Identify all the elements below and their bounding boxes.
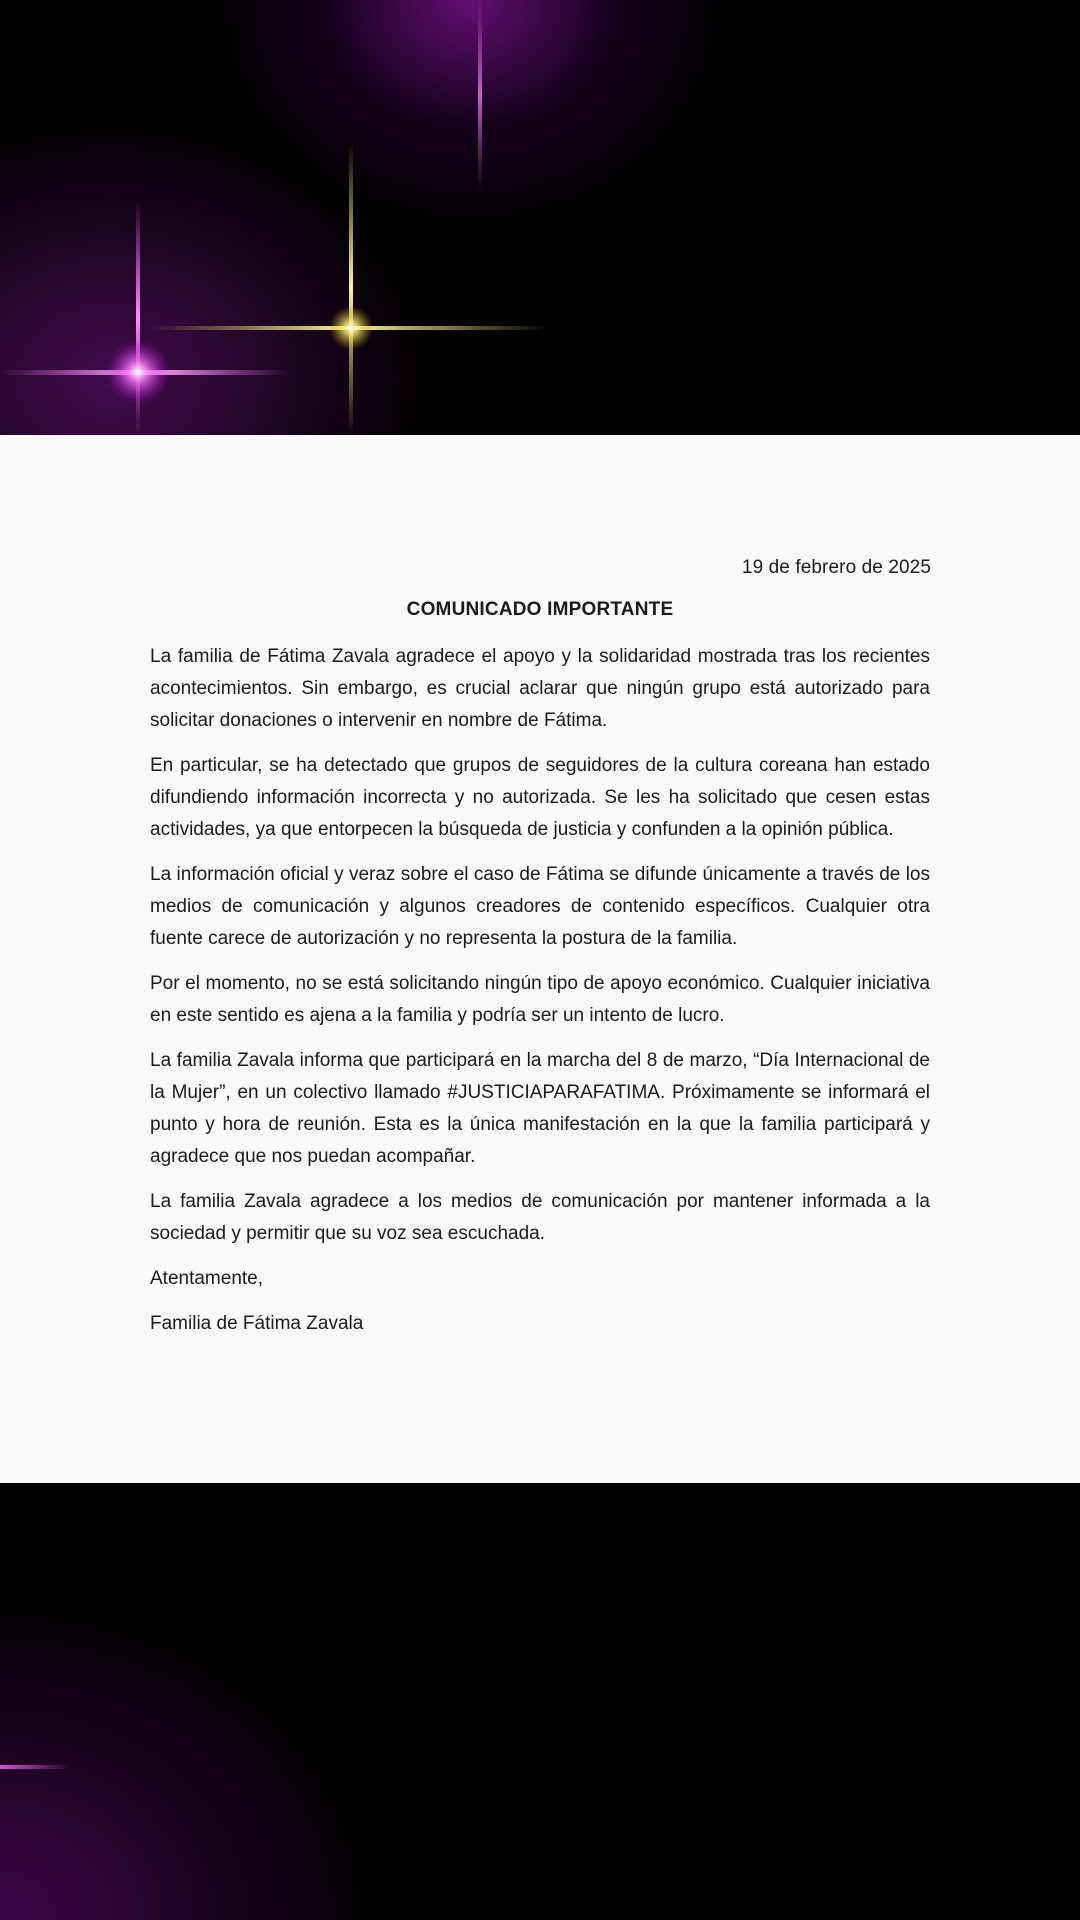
- letter-date: 19 de febrero de 2025: [741, 557, 931, 578]
- gold-sparkle: [150, 140, 550, 435]
- letter-title: COMUNICADO IMPORTANTE: [406, 599, 674, 620]
- bottom-sparkle-backdrop: [0, 1483, 1080, 1920]
- letter-closing: Atentamente,: [150, 1268, 264, 1289]
- sparkles-bottom: [0, 1483, 1080, 1920]
- sparkles-top: [0, 0, 1080, 435]
- paragraph-4: Por el momento, no se está solicitando ningún tipo de apoyo económico. Cualquier iniciativa en este sentido es ajena a la familia y podría ser un intento de lucro.: [150, 973, 930, 1026]
- paragraph-3: La información oficial y veraz sobre el caso de Fátima se difunde únicamente a través de los medios de comunicación y algunos creadores de contenido específicos. Cualquier otra fuente carece de autorización y no representa la postura de la familia.: [150, 864, 930, 949]
- top-sparkle-backdrop: [0, 0, 1080, 435]
- ray-bottom-left: [0, 1765, 70, 1769]
- paragraph-5: La familia Zavala informa que participará en la marcha del 8 de marzo, “Día Internacional de la Mujer”, en un colectivo llamado #JUSTICIAPARAFATIMA. Próximamente se informará el punto y hora de reunión. Esta es la única manifestación en la que la familia participará y agradece que nos puedan acompañar.: [150, 1050, 930, 1167]
- statement-letter: [0, 435, 1080, 1483]
- letter-body: [150, 641, 930, 1353]
- magenta-sparkle: [0, 200, 290, 435]
- paragraph-1: La familia de Fátima Zavala agradece el apoyo y la solidaridad mostrada tras los recientes acontecimientos. Sin embargo, es crucial aclarar que ningún grupo está autorizado para solicitar donaciones o intervenir en nombre de Fátima.: [150, 646, 930, 731]
- paragraph-6: La familia Zavala agradece a los medios de comunicación por mantener informada a la sociedad y permitir que su voz sea escuchada.: [150, 1191, 930, 1244]
- letter-signature: Familia de Fátima Zavala: [150, 1313, 364, 1334]
- paragraph-2: En particular, se ha detectado que grupos de seguidores de la cultura coreana han estado difundiendo información incorrecta y no autorizada. Se les ha solicitado que cesen estas actividades, ya que entorpecen la búsqueda de justicia y confunden a la opinión pública.: [150, 755, 930, 840]
- ray-top-center: [478, 0, 482, 190]
